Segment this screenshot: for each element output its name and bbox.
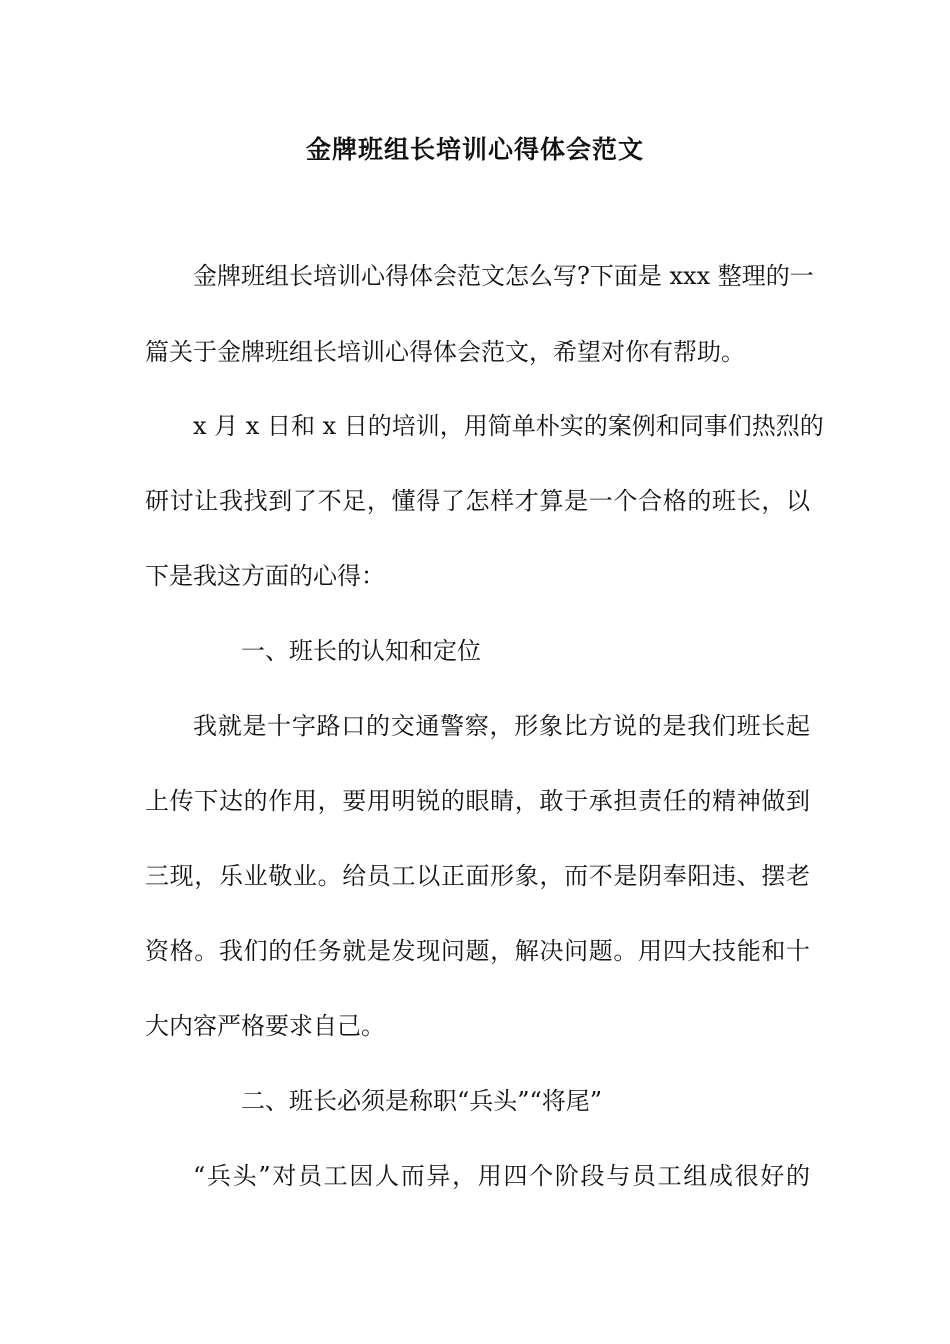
paragraph-line: 上传下达的作用，要用明锐的眼睛，敢于承担责任的精神做到 [145, 787, 810, 815]
paragraph-line: 三现，乐业敬业。给员工以正面形象，而不是阴奉阳违、摆老 [145, 862, 810, 890]
paragraph-line: 下是我这方面的心得： [145, 562, 385, 590]
document-title: 金牌班组长培训心得体会范文 [305, 135, 644, 164]
paragraph-line: “兵头”对员工因人而异，用四个阶段与员工组成很好的 [193, 1162, 810, 1190]
paragraph-line: 金牌班组长培训心得体会范文怎么写?下面是 xxx 整理的一 [193, 262, 814, 290]
paragraph-line: 我就是十字路口的交通警察，形象比方说的是我们班长起 [193, 712, 810, 740]
section-heading: 二、班长必须是称职“兵头”“将尾” [241, 1087, 603, 1115]
paragraph-line: 研讨让我找到了不足，懂得了怎样才算是一个合格的班长，以 [145, 487, 810, 515]
paragraph-line: x 月 x 日和 x 日的培训，用简单朴实的案例和同事们热烈的 [193, 412, 824, 440]
paragraph-line: 资格。我们的任务就是发现问题，解决问题。用四大技能和十 [145, 937, 810, 965]
paragraph-line: 篇关于金牌班组长培训心得体会范文，希望对你有帮助。 [145, 338, 745, 366]
paragraph-line: 大内容严格要求自己。 [145, 1012, 385, 1040]
section-heading: 一、班长的认知和定位 [241, 637, 481, 665]
